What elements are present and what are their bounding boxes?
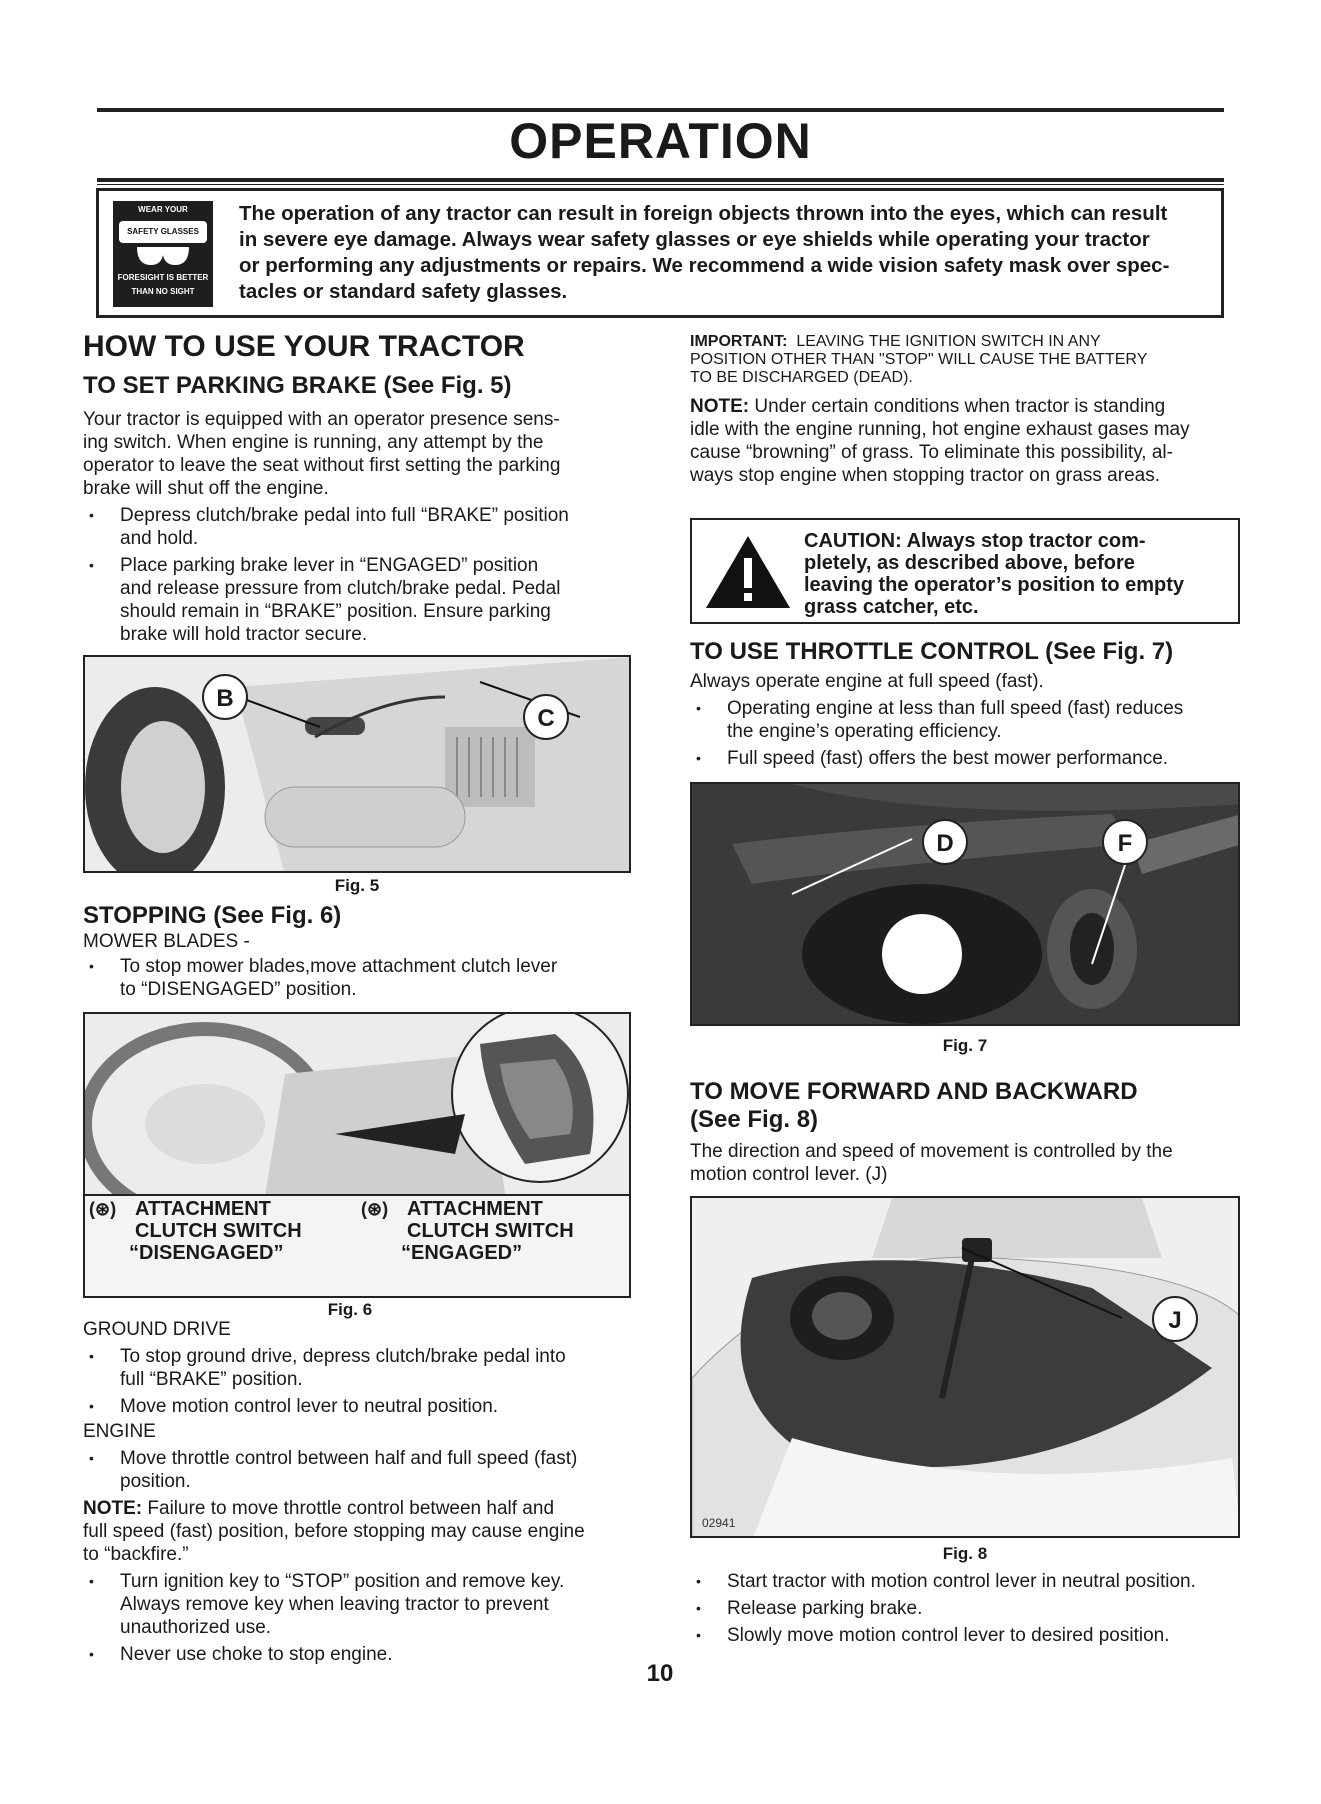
- text-line: • Operating engine at less than full speed (fast) reduces: [727, 698, 1184, 719]
- text-line: • To stop ground drive, depress clutch/brake pedal into: [120, 1346, 566, 1367]
- engine-note: [83, 1497, 643, 1566]
- figure-5-image: [83, 655, 631, 873]
- ground-drive-section: [83, 1318, 643, 1666]
- caution-text: [804, 530, 1234, 618]
- figure-8-caption: Fig. 8: [942, 1544, 988, 1563]
- text-line: CLUTCH SWITCH: [407, 1220, 574, 1242]
- text-line: Failure to move throttle control between half and: [147, 1498, 555, 1519]
- text-line: motion control lever. (J): [690, 1164, 888, 1185]
- list-item: [83, 1643, 643, 1666]
- text-line: TO MOVE FORWARD AND BACKWARD: [690, 1078, 1138, 1105]
- move-intro: [690, 1140, 1240, 1186]
- text-line: ATTACHMENT: [135, 1198, 271, 1220]
- text-line: TO BE DISCHARGED (DEAD).: [690, 369, 913, 386]
- list-item: [83, 955, 643, 1001]
- safety-line: The operation of any tractor can result in foreign objects thrown into the eyes, which can result: [239, 202, 1168, 225]
- text-line: idle with the engine running, hot engine exhaust gases may: [690, 419, 1190, 440]
- safety-line: in severe eye damage. Always wear safety glasses or eye shields while operating your tractor: [239, 228, 1150, 251]
- text-line: full speed (fast) position, before stopping may cause engine: [83, 1521, 585, 1542]
- engine-label: ENGINE: [83, 1421, 156, 1442]
- stopping-heading: STOPPING (See Fig. 6): [83, 902, 342, 929]
- title-rule-1: [97, 178, 1224, 182]
- text-line: • Move motion control lever to neutral position.: [120, 1396, 499, 1417]
- parking-brake-intro: [83, 408, 643, 500]
- glasses-icon: [133, 241, 193, 269]
- move-steps: [690, 1570, 1240, 1647]
- text-line: LEAVING THE IGNITION SWITCH IN ANY: [796, 333, 1101, 350]
- text-line: operator to leave the seat without first setting the parking: [83, 455, 561, 476]
- figure-5-caption: Fig. 5: [334, 876, 380, 895]
- text-line: leaving the operator’s position to empty: [804, 574, 1185, 596]
- safety-line: tacles or standard safety glasses.: [239, 280, 568, 303]
- throttle-intro: Always operate engine at full speed (fast).: [690, 671, 1044, 692]
- disengaged-switch-label: [89, 1198, 349, 1264]
- throttle-section: [690, 638, 1240, 770]
- figure-6-caption: Fig. 6: [327, 1300, 373, 1319]
- exhaust-note: [690, 395, 1240, 487]
- right-column: [690, 333, 1240, 487]
- text-line: to “backfire.”: [83, 1544, 189, 1565]
- safety-notice: [96, 188, 1224, 318]
- move-section: [690, 1078, 1240, 1186]
- figure-8-code: 02941: [702, 1516, 736, 1530]
- text-line: • To stop mower blades,move attachment clutch lever: [120, 956, 558, 977]
- list-item: [690, 697, 1240, 743]
- mower-blades-label: MOWER BLADES -: [83, 931, 250, 952]
- text-line: to “DISENGAGED” position.: [120, 979, 357, 1000]
- text-line: • Release parking brake.: [727, 1598, 923, 1619]
- move-heading: [690, 1078, 1240, 1134]
- safety-notice-text: [239, 201, 1214, 305]
- text-line: Your tractor is equipped with an operator presence sens-: [83, 409, 560, 430]
- text-line: full “BRAKE” position.: [120, 1369, 303, 1390]
- text-line: • Depress clutch/brake pedal into full “BRAKE” position: [120, 505, 569, 526]
- text-line: cause “browning” of grass. To eliminate this possibility, al-: [690, 442, 1173, 463]
- callout-j: J: [1152, 1296, 1198, 1342]
- figure-7-caption: Fig. 7: [942, 1036, 988, 1055]
- icon-line-3: FORESIGHT IS BETTER: [117, 273, 209, 282]
- note-label: NOTE:: [690, 396, 750, 417]
- text-line: • Full speed (fast) offers the best mower performance.: [727, 748, 1169, 769]
- callout-c: C: [523, 694, 569, 740]
- left-column: [83, 330, 643, 646]
- text-line: grass catcher, etc.: [804, 596, 979, 618]
- text-line: • Start tractor with motion control lever in neutral position.: [727, 1571, 1196, 1592]
- text-line: should remain in “BRAKE” position. Ensure parking: [120, 601, 551, 622]
- text-line: unauthorized use.: [120, 1617, 272, 1638]
- important-notice: [690, 333, 1240, 387]
- text-line: CLUTCH SWITCH: [135, 1220, 302, 1242]
- parking-brake-heading: TO SET PARKING BRAKE (See Fig. 5): [83, 372, 512, 399]
- text-line: Always remove key when leaving tractor to prevent: [120, 1594, 549, 1615]
- callout-b: B: [202, 674, 248, 720]
- text-line: (See Fig. 8): [690, 1106, 819, 1133]
- text-line: and release pressure from clutch/brake pedal. Pedal: [120, 578, 561, 599]
- list-item: [83, 1570, 643, 1639]
- icon-line-4: THAN NO SIGHT: [131, 287, 195, 296]
- text-line: • Turn ignition key to “STOP” position and remove key.: [120, 1571, 565, 1592]
- figure-7-image: [690, 782, 1240, 1026]
- callout-f: F: [1102, 819, 1148, 865]
- text-line: ways stop engine when stopping tractor on grass areas.: [690, 465, 1160, 486]
- engaged-switch-label: [361, 1198, 631, 1264]
- text-line: the engine’s operating efficiency.: [727, 721, 1002, 742]
- safety-glasses-icon: [113, 201, 213, 307]
- list-item: [83, 1395, 643, 1418]
- text-line: ATTACHMENT: [407, 1198, 543, 1220]
- text-line: POSITION OTHER THAN "STOP" WILL CAUSE THE BATTERY: [690, 351, 1148, 368]
- list-item: [83, 1447, 643, 1493]
- clutch-disengaged-icon: (⊛): [89, 1199, 117, 1219]
- stopping-section: [83, 902, 643, 1001]
- list-item: [83, 554, 643, 646]
- text-line: • Slowly move motion control lever to desired position.: [727, 1625, 1170, 1646]
- figure-6-image: [83, 1012, 631, 1298]
- text-line: and hold.: [120, 528, 199, 549]
- safety-line: or performing any adjustments or repairs. We recommend a wide vision safety mask over spec-: [239, 254, 1170, 277]
- throttle-heading: TO USE THROTTLE CONTROL (See Fig. 7): [690, 638, 1174, 665]
- list-item: [690, 1597, 1240, 1620]
- text-line: CAUTION: Always stop tractor com-: [804, 530, 1146, 552]
- text-line: pletely, as described above, before: [804, 552, 1135, 574]
- caution-box: [690, 518, 1240, 624]
- note-label: NOTE:: [83, 1498, 143, 1519]
- text-line: “DISENGAGED”: [129, 1242, 284, 1264]
- text-line: brake will shut off the engine.: [83, 478, 329, 499]
- list-item: [690, 747, 1240, 770]
- page-title: OPERATION: [509, 113, 812, 169]
- text-line: Under certain conditions when tractor is standing: [754, 396, 1166, 417]
- icon-line-1: WEAR YOUR: [138, 205, 188, 214]
- text-line: “ENGAGED”: [401, 1242, 523, 1264]
- text-line: • Place parking brake lever in “ENGAGED” position: [120, 555, 539, 576]
- section-title: HOW TO USE YOUR TRACTOR: [83, 330, 525, 363]
- text-line: • Move throttle control between half and full speed (fast): [120, 1448, 578, 1469]
- list-item: [690, 1624, 1240, 1647]
- page-number: 10: [646, 1660, 674, 1687]
- figure-6-divider: [85, 1194, 631, 1196]
- important-label: IMPORTANT:: [690, 333, 788, 350]
- icon-line-2: SAFETY GLASSES: [119, 221, 207, 243]
- text-line: brake will hold tractor secure.: [120, 624, 368, 645]
- list-item: [690, 1570, 1240, 1593]
- text-line: ing switch. When engine is running, any attempt by the: [83, 432, 544, 453]
- ground-drive-label: GROUND DRIVE: [83, 1319, 231, 1340]
- figure-8-image: [690, 1196, 1240, 1538]
- list-item: [83, 504, 643, 550]
- callout-d: D: [922, 819, 968, 865]
- title-rule-2: [97, 184, 1224, 185]
- clutch-engaged-icon: (⊛): [361, 1199, 389, 1219]
- text-line: position.: [120, 1471, 191, 1492]
- text-line: The direction and speed of movement is controlled by the: [690, 1141, 1173, 1162]
- list-item: [83, 1345, 643, 1391]
- text-line: • Never use choke to stop engine.: [120, 1644, 393, 1665]
- warning-triangle-icon: [702, 532, 794, 612]
